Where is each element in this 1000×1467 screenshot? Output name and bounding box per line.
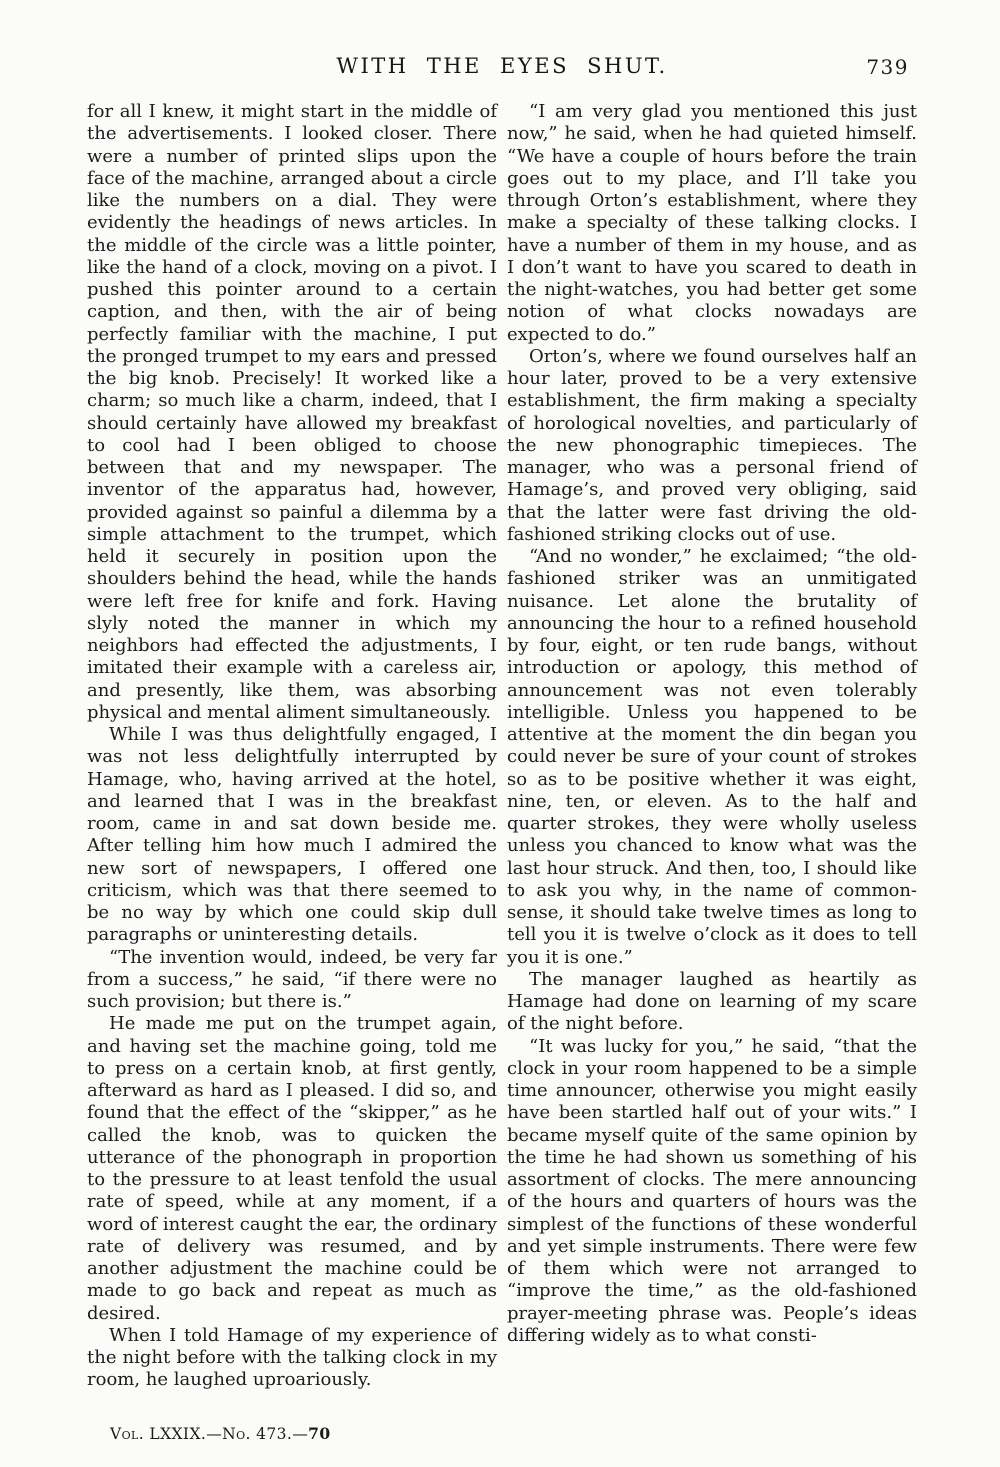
paragraph: “It was lucky for you,” he said, “that the clock in your room happened to be a simple time announcer, otherwise you might easily have been startled half out of your wits.” I became myself quite of the same opinion by the time he had shown us something of his assortment of clocks. The mere announcing of the hours and quarters of hours was the simplest of the functions of these wonderful and yet simple instruments. There were few of them which were not arranged to “improve the time,” as the old-fashioned prayer-meeting phrase was. People’s ideas differing widely as to what consti- [507,1035,917,1346]
paragraph: The manager laughed as heartily as Hamage had done on learning of my scare of the night before. [507,968,917,1035]
paragraph: He made me put on the trumpet again, and having set the machine going, told me to press on a certain knob, at first gently, afterward as hard as I pleased. I did so, and found that the effect of the “skipper,” as he called the knob, was to quicken the utterance of the phonograph in proportion to the pressure to at least tenfold the usual rate of speed, while at any moment, if a word of interest caught the ear, the ordinary rate of delivery was resumed, and by another adjustment the machine could be made to go back and repeat as much as desired. [87,1013,497,1324]
signature-number: 70 [308,1424,331,1443]
paragraph: “The invention would, indeed, be very far from a success,” he said, “if there were no such provision; but there is.” [87,946,497,1012]
paragraph: Orton’s, where we found ourselves half an hour later, proved to be a very extensive establishment, the firm making a specialty of horological novelties, and particularly of the new phonographic timepieces. The manager, who was a personal friend of Hamage’s, and proved very obliging, said that the latter were fast driving the old-fashioned striking clocks out of use. [507,345,917,545]
paragraph: “And no wonder,” he exclaimed; “the old-fashioned striker was an unmitigated nuisance. Let alone the brutality of announcing the hour to a refined household by four, eight, or ten rude bangs, without introduction or apology, this method of announcement was not even tolerably intelligible. Unless you happened to be attentive at the moment the din began you could never be sure of your count of strokes so as to be positive whether it was eight, nine, ten, or eleven. As to the half and quarter strokes, they were wholly useless unless you chanced to know what was the last hour struck. And then, too, I should like to ask you why, in the name of common-sense, it should take twelve times as long to tell you it is twelve o’clock as it does to tell you it is one.” [507,546,917,968]
paragraph: When I told Hamage of my experience of the night before with the talking clock in my room, he laughed uproariously. [87,1324,497,1391]
paragraph: While I was thus delightfully engaged, I was not less delightfully interrupted by Hamage, who, having arrived at the hotel, and learned that I was in the breakfast room, came in and sat down beside me. After telling him how much I admired the new sort of newspapers, I offered one criticism, which was that there seemed to be no way by which one could skip dull paragraphs or uninteresting details. [87,724,497,946]
right-column [507,101,917,1392]
page-title: WITH THE EYES SHUT. [336,54,668,78]
paragraph: for all I knew, it might start in the middle of the advertisements. I looked closer. There were a number of printed slips upon the face of the machine, arranged about a circle like the numbers on a dial. They were evidently the headings of news articles. In the middle of the circle was a little pointer, like the hand of a clock, moving on a pivot. I pushed this pointer around to a certain caption, and then, with the air of being perfectly familiar with the machine, I put the pronged trumpet to my ears and pressed the big knob. Precisely! It worked like a charm; so much like a charm, indeed, that I should certainly have allowed my breakfast to cool had I been obliged to choose between that and my newspaper. The inventor of the apparatus had, however, provided against so painful a dilemma by a simple attachment to the trumpet, which held it securely in position upon the shoulders behind the head, while the hands were left free for knife and fork. Having slyly noted the manner in which my neighbors had effected the adjustments, I imitated their example with a careless air, and presently, like them, was absorbing physical and mental aliment simultaneously. [87,101,497,723]
volume-footer [110,1424,331,1443]
left-column [87,101,497,1392]
volume-issue-text: Vol. LXXIX.—No. 473.— [110,1425,309,1443]
page-header [87,54,917,82]
paragraph: “I am very glad you mentioned this just now,” he said, when he had quieted himself. “We have a couple of hours before the train goes out to my place, and I’ll take you through Orton’s establishment, where they make a specialty of these talking clocks. I have a number of them in my house, and as I don’t want to have you scared to death in the night-watches, you had better get some notion of what clocks nowadays are expected to do.” [507,101,917,345]
text-columns [87,101,917,1392]
page-number: 739 [866,55,909,79]
